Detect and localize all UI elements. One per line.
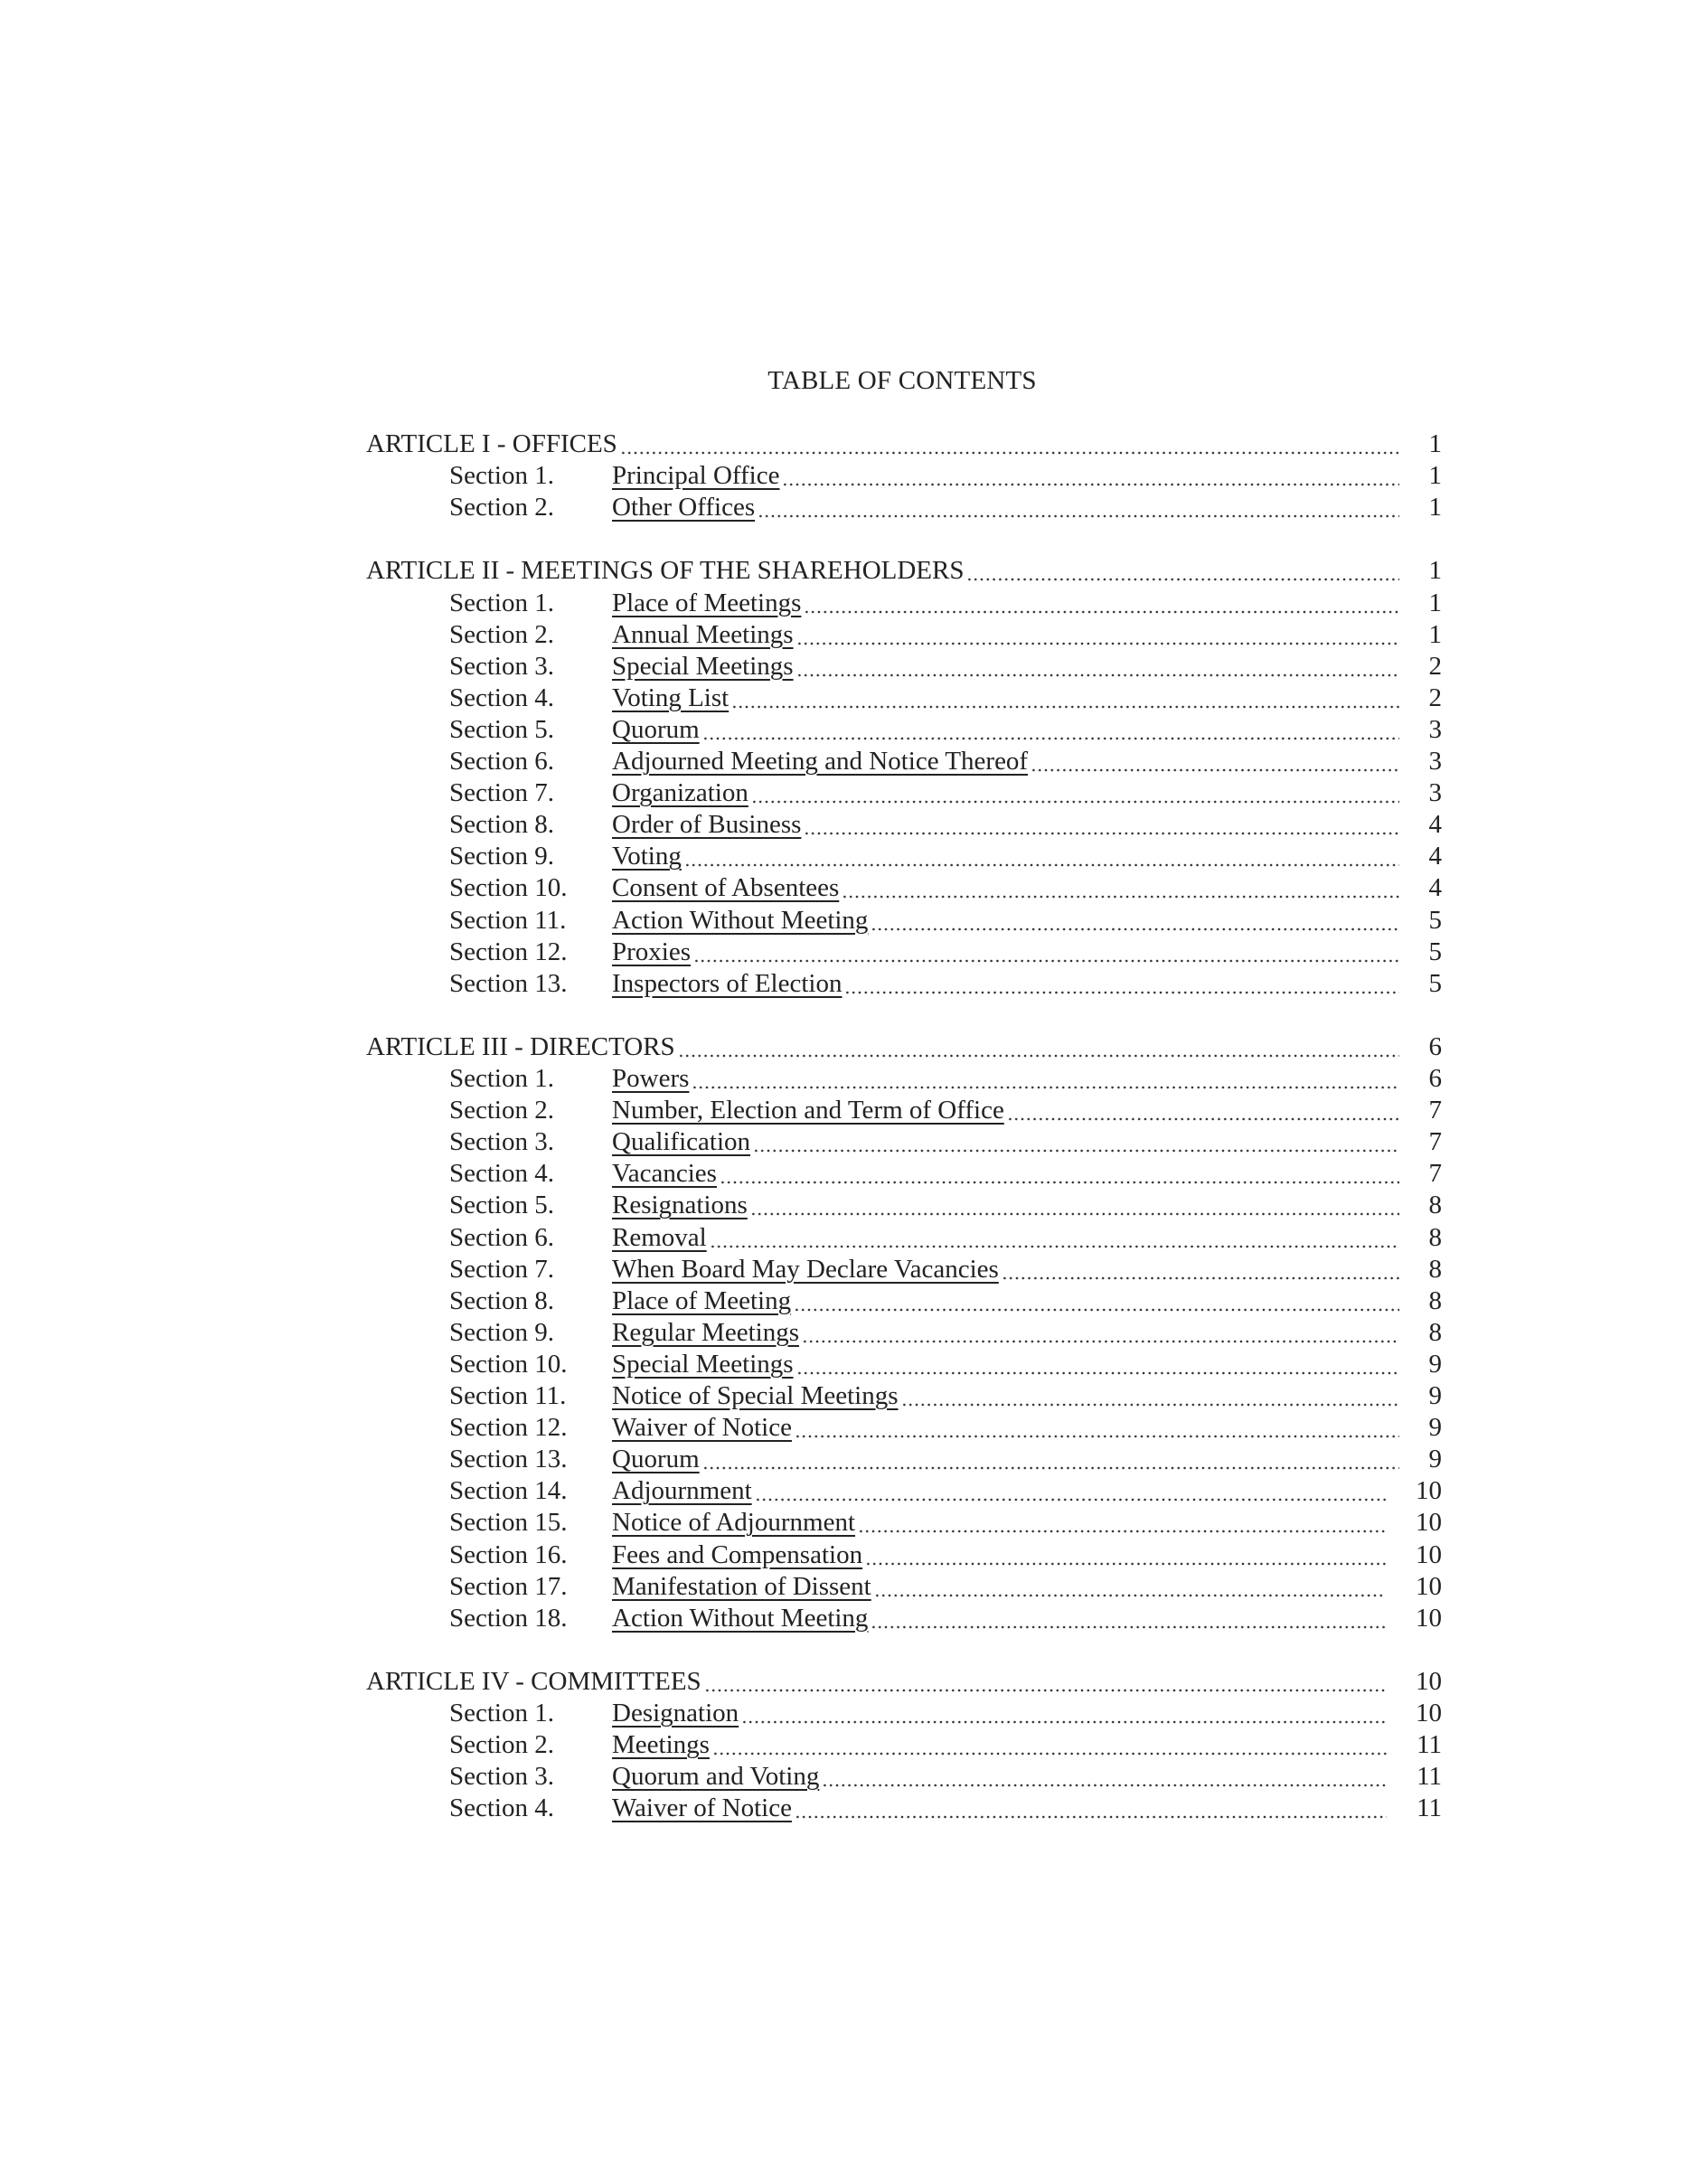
page-number: 3 <box>1428 747 1442 776</box>
section-label: Section 9. <box>449 1317 554 1347</box>
toc-section-entry <box>366 1095 1442 1126</box>
section-label: Section 2. <box>449 1096 554 1125</box>
page-number: 1 <box>1428 556 1442 586</box>
section-title: Resignations <box>612 1191 748 1220</box>
page-number: 7 <box>1428 1096 1442 1125</box>
section-label: Section 2. <box>449 619 554 649</box>
toc-section-entry <box>366 1222 1442 1254</box>
toc-section-entry <box>366 841 1442 872</box>
page-number: 8 <box>1428 1191 1442 1220</box>
dot-leader <box>693 937 1399 968</box>
page-number: 4 <box>1428 873 1442 903</box>
toc-section-entry <box>366 872 1442 904</box>
page-number: 8 <box>1428 1222 1442 1252</box>
dot-leader <box>802 1317 1399 1349</box>
section-label: Section 9. <box>449 842 554 871</box>
section-title: Voting <box>612 842 682 871</box>
section-title: Inspectors of Election <box>612 968 842 998</box>
section-title: Other Offices <box>612 493 756 522</box>
page-number: 1 <box>1428 493 1442 522</box>
section-label: Section 13. <box>449 968 568 998</box>
section-title: Quorum <box>612 1445 700 1474</box>
dot-leader <box>844 968 1398 1000</box>
section-label: Section 1. <box>449 1064 554 1093</box>
section-label: Section 4. <box>449 1793 554 1823</box>
section-title: Manifestation of Dissent <box>612 1571 871 1601</box>
section-title: Principal Office <box>612 461 780 491</box>
page-number: 6 <box>1428 1031 1442 1061</box>
section-title: Action Without Meeting <box>612 1603 869 1633</box>
toc-section-entry <box>366 1761 1442 1793</box>
dot-leader <box>755 1475 1386 1507</box>
toc-section-entry <box>366 1063 1442 1095</box>
toc-section-entry <box>366 777 1442 809</box>
dot-leader <box>750 1190 1399 1221</box>
dot-leader <box>804 809 1398 841</box>
section-title: Place of Meetings <box>612 588 802 617</box>
toc-section-entry <box>366 1539 1442 1571</box>
dot-leader <box>678 1031 1399 1063</box>
section-title: When Board May Declare Vacancies <box>612 1254 999 1284</box>
page-number: 8 <box>1428 1285 1442 1315</box>
page-number: 3 <box>1428 714 1442 744</box>
dot-leader <box>901 1380 1399 1412</box>
section-label: Section 6. <box>449 747 554 776</box>
section-title: Fees and Compensation <box>612 1539 863 1569</box>
section-label: Section 1. <box>449 461 554 491</box>
toc-section-entry <box>366 1603 1442 1634</box>
page-number: 1 <box>1428 461 1442 491</box>
toc-section-entry <box>366 968 1442 1000</box>
section-title: Annual Meetings <box>612 619 794 649</box>
section-title: Waiver of Notice <box>612 1413 792 1443</box>
dot-leader <box>842 872 1398 904</box>
page-number: 9 <box>1428 1381 1442 1410</box>
section-label: Section 15. <box>449 1508 568 1538</box>
section-title: Regular Meetings <box>612 1317 799 1347</box>
toc-section-entry <box>366 1158 1442 1190</box>
section-label: Section 18. <box>449 1603 568 1633</box>
dot-leader <box>712 1729 1387 1761</box>
section-label: Section 1. <box>449 1699 554 1727</box>
section-label: Section 16. <box>449 1539 568 1569</box>
toc-section-entry <box>366 1444 1442 1475</box>
section-label: Section 5. <box>449 1191 554 1220</box>
page-number: 2 <box>1428 651 1442 681</box>
page-number: 3 <box>1428 778 1442 808</box>
dot-leader <box>795 1412 1399 1444</box>
page-number: 5 <box>1428 937 1442 966</box>
section-title: Special Meetings <box>612 1349 794 1379</box>
toc-section-entry <box>366 1793 1442 1824</box>
toc-section-entry <box>366 1317 1442 1349</box>
toc-section-entry <box>366 714 1442 746</box>
section-title: Adjourned Meeting and Notice Thereof <box>612 747 1029 776</box>
page-number: 4 <box>1428 810 1442 840</box>
dot-leader <box>796 619 1399 651</box>
section-title: Action Without Meeting <box>612 905 869 935</box>
section-title: Adjournment <box>612 1476 752 1506</box>
section-label: Section 2. <box>449 1730 554 1760</box>
section-title: Meetings <box>612 1730 710 1760</box>
section-title: Consent of Absentees <box>612 873 840 903</box>
section-title: Powers <box>612 1064 690 1093</box>
section-title: Waiver of Notice <box>612 1793 792 1823</box>
page-number: 7 <box>1428 1127 1442 1157</box>
dot-leader <box>822 1761 1387 1793</box>
section-label: Section 4. <box>449 682 554 712</box>
section-title: Special Meetings <box>612 651 794 681</box>
page-number: 11 <box>1417 1793 1442 1823</box>
section-title: Notice of Special Meetings <box>612 1381 899 1410</box>
section-title: Qualification <box>612 1127 751 1157</box>
dot-leader <box>794 1285 1398 1317</box>
dot-leader <box>874 1571 1386 1603</box>
dot-leader <box>1002 1254 1399 1285</box>
page-number: 1 <box>1428 429 1442 458</box>
page-number: 6 <box>1428 1064 1442 1093</box>
dot-leader <box>758 492 1398 523</box>
page-number: 9 <box>1428 1349 1442 1379</box>
dot-leader <box>741 1698 1386 1729</box>
table-of-contents <box>366 0 1442 2184</box>
section-label: Section 12. <box>449 1413 568 1443</box>
section-title: Removal <box>612 1222 707 1252</box>
page-number: 2 <box>1428 682 1442 712</box>
section-label: Section 17. <box>449 1571 568 1601</box>
dot-leader <box>782 460 1398 492</box>
page-number: 11 <box>1417 1762 1442 1792</box>
toc-section-entry <box>366 682 1442 714</box>
section-label: Section 3. <box>449 1762 554 1792</box>
dot-leader <box>702 1444 1399 1475</box>
toc-section-entry <box>366 746 1442 777</box>
page-number: 7 <box>1428 1159 1442 1189</box>
toc-section-entry <box>366 1190 1442 1221</box>
page-number: 10 <box>1416 1603 1442 1633</box>
page-number: 10 <box>1416 1476 1442 1506</box>
article-title: ARTICLE II - MEETINGS OF THE SHAREHOLDERS <box>366 556 965 586</box>
dot-leader <box>710 1222 1399 1254</box>
dot-leader <box>702 714 1399 746</box>
page-number: 10 <box>1416 1571 1442 1601</box>
toc-section-entry <box>366 1285 1442 1317</box>
section-title: Order of Business <box>612 810 802 840</box>
section-label: Section 1. <box>449 588 554 617</box>
section-label: Section 10. <box>449 873 568 903</box>
dot-leader <box>858 1507 1386 1539</box>
page-number: 10 <box>1416 1508 1442 1538</box>
dot-leader <box>804 588 1398 619</box>
page-number: 5 <box>1428 968 1442 998</box>
toc-section-entry <box>366 905 1442 937</box>
toc-section-entry <box>366 1412 1442 1444</box>
section-title: Notice of Adjournment <box>612 1508 856 1538</box>
section-label: Section 6. <box>449 1222 554 1252</box>
section-title: Quorum <box>612 714 700 744</box>
toc-section-entry <box>366 460 1442 492</box>
section-title: Number, Election and Term of Office <box>612 1096 1004 1125</box>
page-number: 10 <box>1416 1666 1442 1696</box>
section-title: Designation <box>612 1699 739 1727</box>
page-number: 8 <box>1428 1317 1442 1347</box>
section-label: Section 12. <box>449 937 568 966</box>
article-title: ARTICLE I - OFFICES <box>366 429 617 458</box>
page-number: 11 <box>1417 1730 1442 1760</box>
section-label: Section 8. <box>449 810 554 840</box>
page-number: 1 <box>1428 588 1442 617</box>
dot-leader <box>751 777 1399 809</box>
section-label: Section 14. <box>449 1476 568 1506</box>
dot-leader <box>795 1793 1387 1824</box>
article-title: ARTICLE IV - COMMITTEES <box>366 1666 701 1696</box>
toc-section-entry <box>366 1729 1442 1761</box>
section-label: Section 11. <box>449 905 567 935</box>
dot-leader <box>704 1666 1386 1698</box>
dot-leader <box>1007 1095 1399 1126</box>
section-label: Section 3. <box>449 651 554 681</box>
toc-article-entry <box>366 428 1442 460</box>
section-title: Quorum and Voting <box>612 1762 820 1792</box>
toc-article-entry <box>366 1031 1442 1063</box>
toc-section-entry <box>366 588 1442 619</box>
toc-section-entry <box>366 619 1442 651</box>
dot-leader <box>692 1063 1398 1095</box>
toc-section-entry <box>366 1380 1442 1412</box>
toc-section-entry <box>366 1349 1442 1380</box>
toc-section-entry <box>366 1475 1442 1507</box>
toc-article-entry <box>366 1666 1442 1698</box>
toc-title: TABLE OF CONTENTS <box>767 366 1037 395</box>
dot-leader <box>865 1539 1386 1571</box>
section-label: Section 4. <box>449 1159 554 1189</box>
dot-leader <box>871 1603 1386 1634</box>
toc-section-entry <box>366 1254 1442 1285</box>
section-title: Proxies <box>612 937 691 966</box>
section-title: Voting List <box>612 682 730 712</box>
toc-section-entry <box>366 1507 1442 1539</box>
section-label: Section 11. <box>449 1381 567 1410</box>
page-number: 5 <box>1428 905 1442 935</box>
dot-leader <box>720 1158 1399 1190</box>
page-number: 9 <box>1428 1413 1442 1443</box>
article-title: ARTICLE III - DIRECTORS <box>366 1031 675 1061</box>
section-label: Section 2. <box>449 493 554 522</box>
dot-leader <box>796 651 1399 682</box>
toc-section-entry <box>366 651 1442 682</box>
section-title: Place of Meeting <box>612 1285 792 1315</box>
section-label: Section 10. <box>449 1349 568 1379</box>
section-label: Section 3. <box>449 1127 554 1157</box>
dot-leader <box>620 428 1399 460</box>
dot-leader <box>731 682 1398 714</box>
dot-leader <box>796 1349 1399 1380</box>
toc-section-entry <box>366 492 1442 523</box>
page-number: 8 <box>1428 1254 1442 1284</box>
dot-leader <box>753 1126 1398 1158</box>
toc-section-entry <box>366 1126 1442 1158</box>
page-number: 10 <box>1416 1699 1442 1727</box>
section-label: Section 7. <box>449 1254 554 1284</box>
toc-section-entry <box>366 809 1442 841</box>
page-number: 9 <box>1428 1445 1442 1474</box>
section-label: Section 13. <box>449 1445 568 1474</box>
section-title: Vacancies <box>612 1159 717 1189</box>
dot-leader <box>684 841 1399 872</box>
toc-section-entry <box>366 937 1442 968</box>
section-title: Organization <box>612 778 748 808</box>
page-number: 4 <box>1428 842 1442 871</box>
dot-leader <box>966 555 1398 587</box>
page-number: 10 <box>1416 1539 1442 1569</box>
section-label: Section 8. <box>449 1285 554 1315</box>
toc-section-entry <box>366 1571 1442 1603</box>
dot-leader <box>871 905 1398 937</box>
toc-section-entry <box>366 1698 1442 1729</box>
dot-leader <box>1031 746 1398 777</box>
section-label: Section 7. <box>449 778 554 808</box>
page-number: 1 <box>1428 619 1442 649</box>
section-label: Section 5. <box>449 714 554 744</box>
toc-article-entry <box>366 555 1442 587</box>
